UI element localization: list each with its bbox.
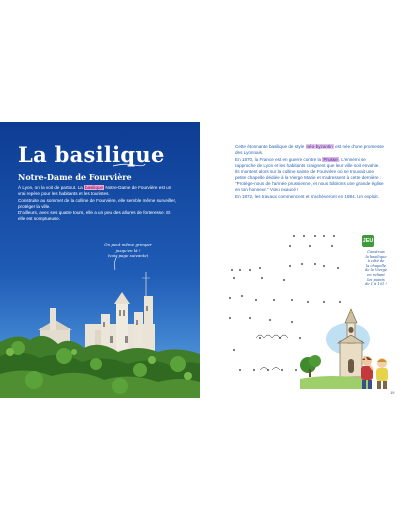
intro-text <box>18 185 178 223</box>
highlight-basilique: basilique <box>84 185 104 190</box>
highlight-neo-byzantin: néo-byzantin <box>306 144 333 149</box>
history-paragraph-4: En 1872, les travaux commencent et s'achèveront en 1884. Un exploit. <box>235 193 379 199</box>
history-paragraph-1: Cette étonnante basilique de style néo-byzantin est née d'une promesse des Lyonnais. <box>235 144 384 155</box>
title-underline-swash <box>112 162 146 168</box>
game-badge: JEU <box>362 235 374 247</box>
history-paragraph-3: Ils montent alors sur la colline sainte de Fourvière où se trouvait une petite chapelle dédiée à la Vierge Marie et s'adressent à cette dernière : "Protège-nous de l'armée prussienne, et nous bâtirons une grande église en ton honneur." Vœu exaucé ! <box>235 169 384 192</box>
children-illustration <box>358 352 392 390</box>
left-page <box>0 122 200 398</box>
intro-paragraph-3: D'ailleurs, avec ses quatre tours, elle a un peu des allures de forteresse. Et elle est somptueuse. <box>18 210 171 221</box>
book-spread <box>0 122 400 398</box>
intro-paragraph-1: À Lyon, on la voit de partout. La basilique Notre-Dame de Fourvière est un vrai repère pour les habitants et les touristes. <box>18 185 172 196</box>
basilica-photo <box>0 252 200 398</box>
right-page <box>200 122 400 398</box>
handwritten-note: On peut même grimper jusqu'en là ! (voir page suivante) <box>104 242 152 258</box>
page-subtitle: Notre-Dame de Fourvière <box>18 172 132 182</box>
history-paragraph-2: En 1870, la France est en guerre contre la Prusse. L'ennemi se rapproche de Lyon et les habitants craignent que leur ville soit envahie. <box>235 156 380 168</box>
highlight-prusse: Prusse <box>323 156 338 162</box>
puzzle-instruction: Construis la basilique à côté de la chapelle de la Vierge en reliant les points de 1 à 101 ! <box>365 250 387 287</box>
page-number: 19 <box>390 390 395 395</box>
page-title: La basilique <box>18 142 165 167</box>
history-text <box>235 144 385 200</box>
intro-paragraph-2: Construite au sommet de la colline de Fourvière, elle semble même surveiller, protéger la ville. <box>18 197 177 209</box>
